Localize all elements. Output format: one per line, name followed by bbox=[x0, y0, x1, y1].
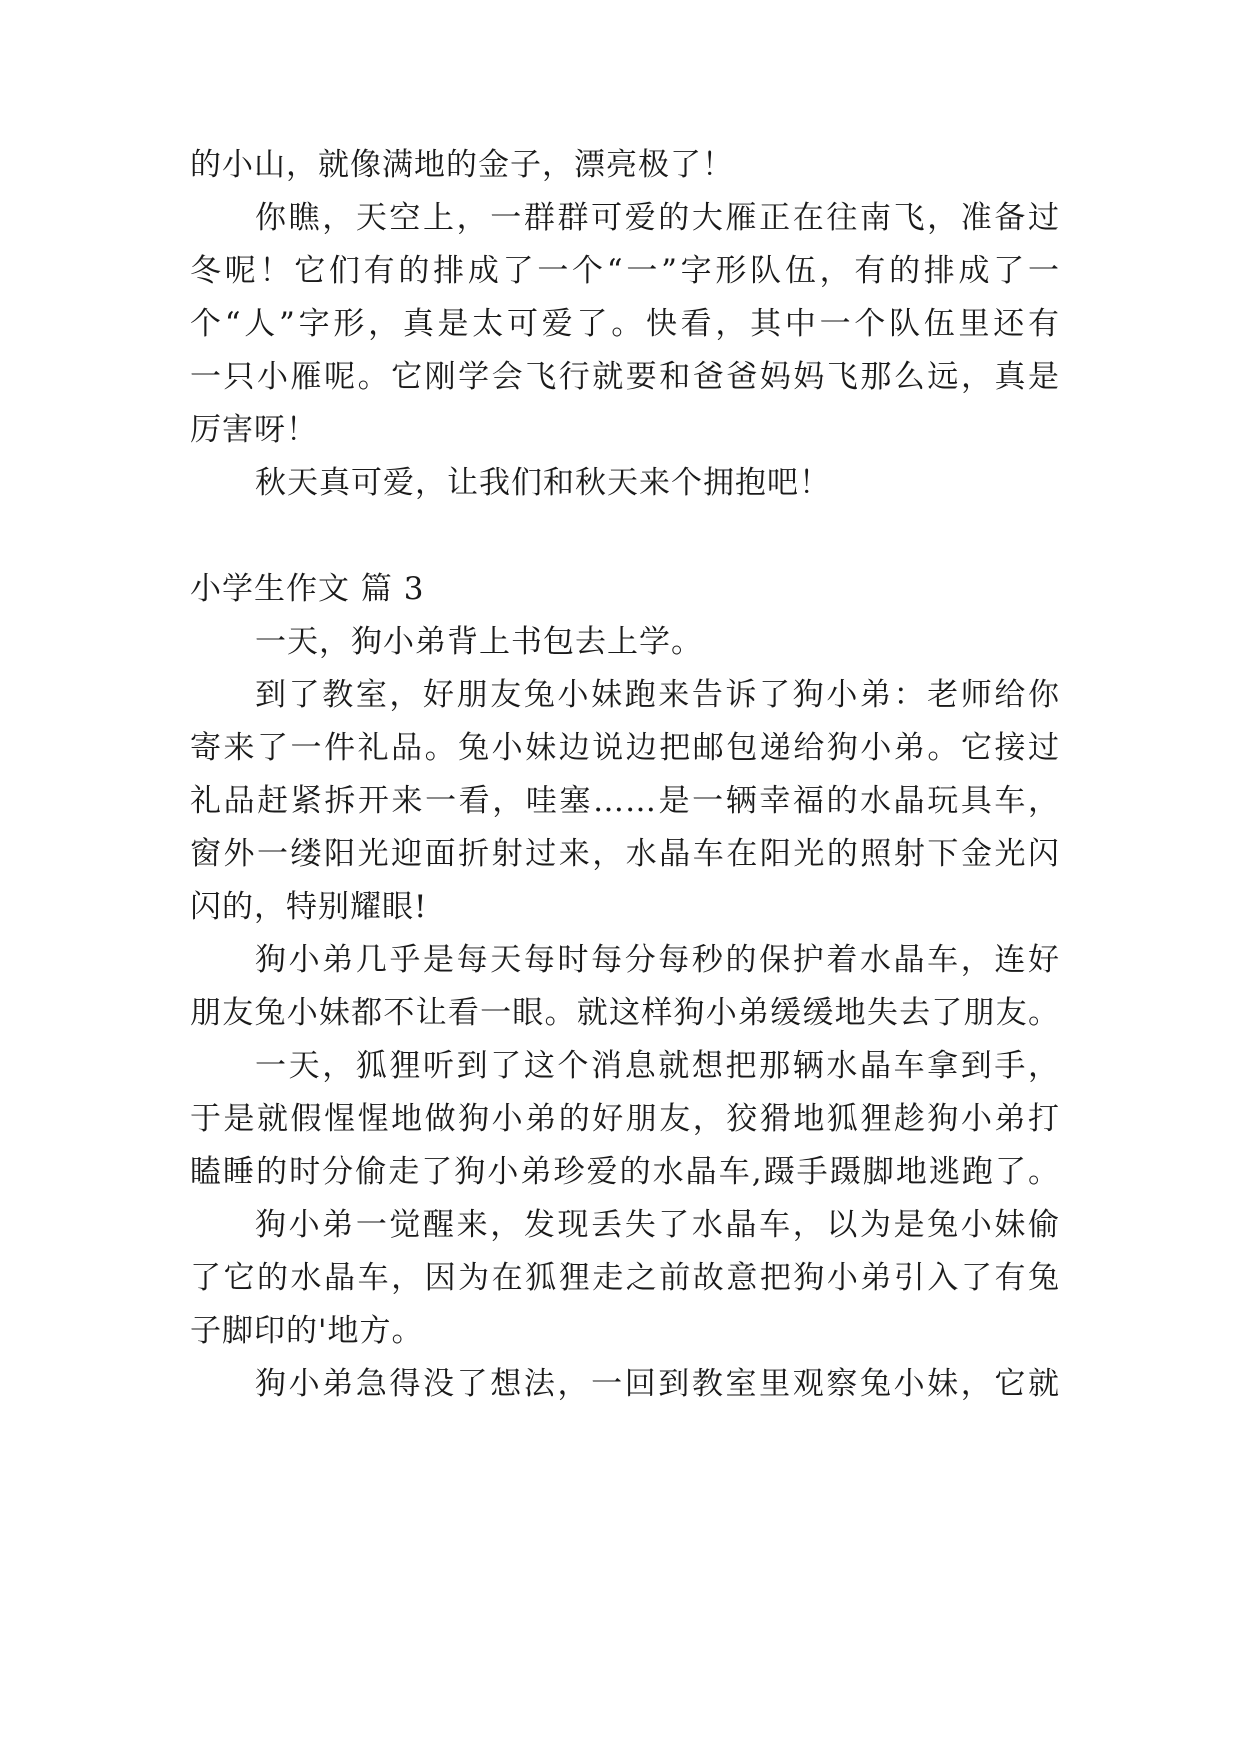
text-line: 礼品赶紧拆开来一看，哇塞……是一辆幸福的水晶玩具车， bbox=[190, 783, 1060, 819]
text-line: 冬呢！它们有的排成了一个“一”字形队伍，有的排成了一 bbox=[190, 253, 1060, 289]
text-line: 窗外一缕阳光迎面折射过来，水晶车在阳光的照射下金光闪 bbox=[190, 836, 1060, 872]
text-line: 你瞧，天空上，一群群可爱的大雁正在往南飞，准备过 bbox=[255, 200, 1060, 236]
text-line: 一天，狐狸听到了这个消息就想把那辆水晶车拿到手， bbox=[255, 1048, 1060, 1084]
text-line: 朋友兔小妹都不让看一眼。就这样狗小弟缓缓地失去了朋友。 bbox=[190, 995, 1060, 1031]
text-line: 狗小弟急得没了想法，一回到教室里观察兔小妹，它就 bbox=[255, 1366, 1060, 1402]
text-line: 一只小雁呢。它刚学会飞行就要和爸爸妈妈飞那么远，真是 bbox=[190, 359, 1060, 395]
text-line: 寄来了一件礼品。兔小妹边说边把邮包递给狗小弟。它接过 bbox=[190, 730, 1060, 766]
text-line: 到了教室，好朋友兔小妹跑来告诉了狗小弟：老师给你 bbox=[255, 677, 1060, 713]
text-line: 子脚印的'地方。 bbox=[190, 1313, 424, 1349]
text-line: 一天，狗小弟背上书包去上学。 bbox=[255, 624, 703, 660]
text-line: 了它的水晶车，因为在狐狸走之前故意把狗小弟引入了有兔 bbox=[190, 1260, 1060, 1296]
section-heading: 小学生作文 篇 3 bbox=[190, 571, 425, 607]
text-line: 闪的，特别耀眼! bbox=[190, 889, 428, 925]
text-line: 狗小弟几乎是每天每时每分每秒的保护着水晶车，连好 bbox=[255, 942, 1060, 978]
text-line: 厉害呀！ bbox=[190, 412, 318, 448]
text-line: 个“人”字形，真是太可爱了。快看，其中一个队伍里还有 bbox=[190, 306, 1060, 342]
text-line: 秋天真可爱，让我们和秋天来个拥抱吧！ bbox=[255, 465, 831, 501]
text-line: 于是就假惺惺地做狗小弟的好朋友，狡猾地狐狸趁狗小弟打 bbox=[190, 1101, 1060, 1137]
text-line: 瞌睡的时分偷走了狗小弟珍爱的水晶车,蹑手蹑脚地逃跑了。 bbox=[190, 1154, 1060, 1190]
text-line: 狗小弟一觉醒来，发现丢失了水晶车，以为是兔小妹偷 bbox=[255, 1207, 1060, 1243]
text-line: 的小山，就像满地的金子，漂亮极了！ bbox=[190, 147, 734, 183]
